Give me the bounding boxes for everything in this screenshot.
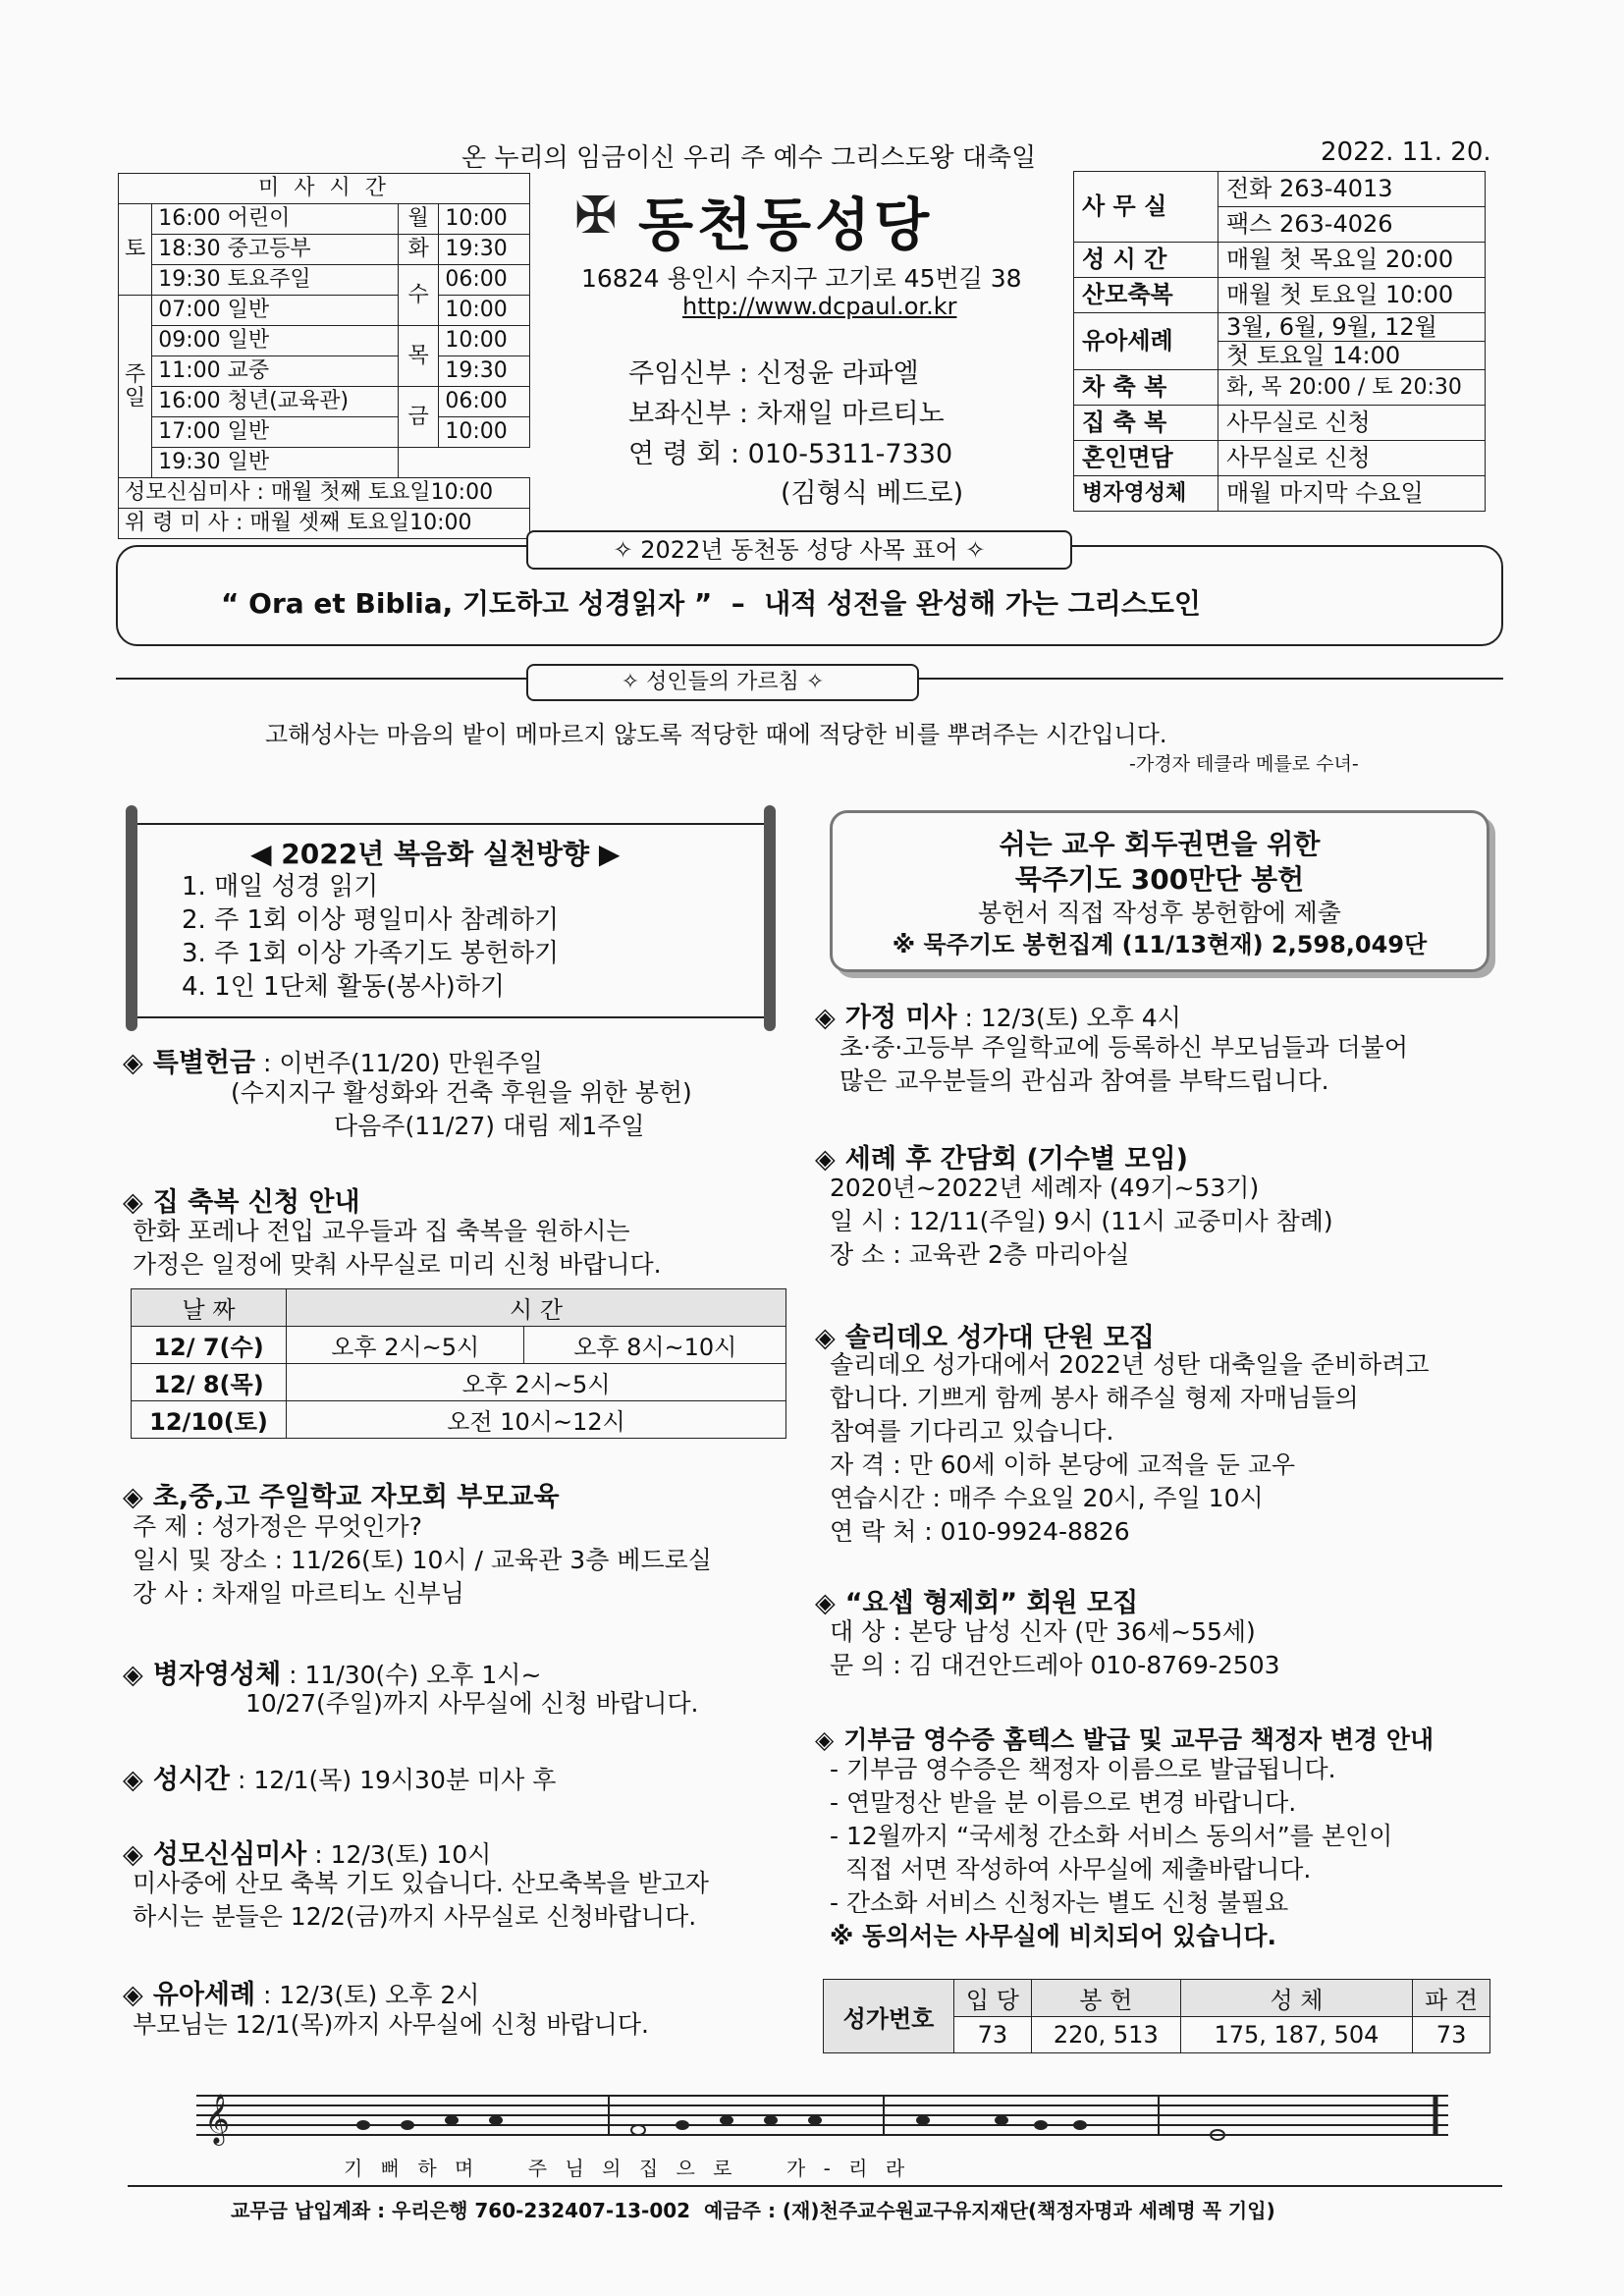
section-line: 10/27(주일)까지 사무실에 신청 바랍니다. [245,1689,699,1718]
office-label: 사 무 실 [1074,172,1218,243]
weekday-label: 화 [398,235,439,265]
section-line: 다음주(11/27) 대림 제1주일 [334,1112,645,1140]
section-line: ※ 동의서는 사무실에 비치되어 있습니다. [830,1922,1277,1950]
feast-title: 온 누리의 임금이신 우리 주 예수 그리스도왕 대축일 [461,143,1037,173]
hymn-number-table [823,1979,1490,2053]
mass-time: 06:00 [439,265,530,296]
mass-note: 성모신심미사 : 매월 첫째 토요일10:00 [119,478,530,509]
section-title: 성모신심미사 [152,1839,307,1870]
weekday-label: 수 [398,265,439,326]
hymn-header: 입 당 [954,1980,1032,2017]
section-title: 성시간 [152,1765,231,1795]
section-line: - 연말정산 받을 분 이름으로 변경 바랍니다. [830,1788,1297,1817]
office-value: 사무실로 신청 [1218,406,1486,441]
section-line: 연습시간 : 매주 수요일 20시, 주일 10시 [830,1484,1264,1512]
section-line: : 이번주(11/20) 만원주일 [255,1049,543,1077]
table-header: 날 짜 [132,1289,287,1327]
mass-time: 17:00 일반 [152,417,399,448]
scroll-rod-left [126,805,137,1031]
section-line: : 11/30(수) 오후 1시~ [281,1661,542,1689]
table-cell: 12/ 7(수) [132,1327,287,1364]
rosary-line: ※ 묵주기도 봉헌집계 (11/13현재) 2,598,049단 [892,931,1428,958]
scroll-rod-right [764,805,776,1031]
office-value: 3월, 6월, 9월, 12월 [1218,313,1486,342]
staff-line: 연 령 회 : 010-5311-7330 [628,439,953,469]
table-cell: 오후 2시~5시 [287,1364,786,1401]
section-title: 솔리데오 성가대 단원 모집 [844,1323,1155,1353]
mass-time: 18:30 중고등부 [152,235,399,265]
hymn-header: 봉 헌 [1031,1980,1180,2017]
table-cell: 오후 8시~10시 [524,1327,786,1364]
hymn-value: 73 [1413,2017,1490,2053]
rosary-line: 봉헌서 직접 작성후 봉헌함에 제출 [978,899,1341,927]
motto-text: “ Ora et Biblia, 기도하고 성경읽자 ” – 내적 성전을 완성해 가는 그리스도인 [221,587,1201,620]
office-value: 화, 목 20:00 / 토 20:30 [1218,370,1486,406]
section-line: 자 격 : 만 60세 이하 본당에 교적을 둔 교우 [830,1450,1296,1479]
section-line: - 간소화 서비스 신청자는 별도 신청 불필요 [830,1888,1289,1917]
office-label: 산모축복 [1074,278,1218,313]
mass-time: 19:30 [439,235,530,265]
hymn-header: 파 견 [1413,1980,1490,2017]
scroll-title: ◀ 2022년 복음화 실천방향 ▶ [250,838,621,870]
section-tax: ◈ 기부금 영수증 홈텍스 발급 및 교무금 책정자 변경 안내 [815,1725,1435,1754]
section-title: 가정 미사 [844,1003,957,1033]
section-choir: ◈ 솔리데오 성가대 단원 모집 [815,1323,1155,1353]
footer-account: 교무금 납입계좌 : 우리은행 760-232407-13-002 예금주 : (재)천주교수원교구유지재단(책정자명과 세례명 꼭 기입) [231,2199,1275,2222]
parish-url[interactable]: http://www.dcpaul.or.kr [682,293,957,320]
section-line: : 12/3(토) 10시 [306,1840,492,1869]
section-line: 참여를 기다리고 있습니다. [830,1417,1114,1446]
table-cell: 오후 2시~5시 [287,1327,524,1364]
office-label: 차 축 복 [1074,370,1218,406]
section-line: : 12/3(토) 오후 2시 [255,1981,480,2009]
scroll-item: 1. 매일 성경 읽기 [182,872,379,902]
section-line: 합니다. 기쁘게 함께 봉사 해주실 형제 자매님들의 [830,1384,1359,1412]
section-line: : 12/1(목) 19시30분 미사 후 [230,1766,557,1794]
office-label: 유아세례 [1074,313,1218,370]
section-line: 2020년~2022년 세례자 (49기~53기) [830,1174,1260,1202]
hymn-value: 175, 187, 504 [1180,2017,1412,2053]
section-line: (수지지구 활성화와 건축 후원을 위한 봉헌) [231,1078,692,1107]
office-label: 집 축 복 [1074,406,1218,441]
office-value: 전화 263-4013 [1218,172,1486,207]
sun-label: 주일 [119,296,152,478]
weekday-label: 목 [398,326,439,387]
section-line: 문 의 : 김 대건안드레아 010-8769-2503 [830,1651,1280,1679]
hymn-value: 220, 513 [1031,2017,1180,2053]
office-value: 매월 마지막 수요일 [1218,476,1486,512]
section-line: 장 소 : 교육관 2층 마리아실 [830,1240,1130,1269]
section-title: 병자영성체 [152,1660,282,1690]
staff-line: 주임신부 : 신정윤 라파엘 [628,358,919,389]
section-sick: ◈ 병자영성체 : 11/30(수) 오후 1시~ [123,1660,542,1690]
section-line: 연 락 처 : 010-9924-8826 [830,1517,1130,1546]
table-cell: 12/ 8(목) [132,1364,287,1401]
section-marian: ◈ 성모신심미사 : 12/3(토) 10시 [123,1839,492,1870]
mass-time: 10:00 [439,326,530,356]
section-line: 일시 및 장소 : 11/26(토) 10시 / 교육관 3층 베드로실 [133,1546,712,1574]
sat-label: 토 [119,204,152,296]
office-label: 성 시 간 [1074,243,1218,278]
scroll-item: 4. 1인 1단체 활동(봉사)하기 [182,972,506,1002]
mass-time: 19:30 일반 [152,448,399,478]
parish-logo-icon: ✠ [574,187,618,246]
section-joseph: ◈ “요셉 형제회” 회원 모집 [815,1588,1139,1618]
hymn-lyrics: 기 뻐 하 며 주 님 의 집 으 로 가 - 리 라 [344,2157,911,2180]
section-line: - 12월까지 “국세청 간소화 서비스 동의서”를 본인이 [830,1822,1393,1850]
mass-time: 16:00 어린이 [152,204,399,235]
mass-time: 09:00 일반 [152,326,399,356]
mass-time: 19:30 [439,356,530,387]
section-offering: ◈ 특별헌금 : 이번주(11/20) 만원주일 [123,1048,543,1078]
section-title: 특별헌금 [152,1048,256,1078]
section-line: 초·중·고등부 주일학교에 등록하신 부모님들과 더불어 [839,1033,1408,1062]
table-cell: 12/10(토) [132,1401,287,1439]
mass-time: 10:00 [439,296,530,326]
section-title: 기부금 영수증 홈텍스 발급 및 교무금 책정자 변경 안내 [843,1725,1435,1754]
house-schedule-table [131,1288,786,1439]
office-value: 매월 첫 목요일 20:00 [1218,243,1486,278]
rosary-line: 묵주기도 300만단 봉헌 [1014,863,1305,896]
section-title: “요셉 형제회” 회원 모집 [844,1588,1139,1618]
section-line: 강 사 : 차재일 마르티노 신부님 [133,1579,464,1608]
mass-time: 16:00 청년(교육관) [152,387,399,417]
svg-text:𝄞: 𝄞 [204,2094,231,2144]
section-line: 직접 서면 작성하여 사무실에 제출바랍니다. [830,1855,1312,1884]
table-header: 시 간 [287,1289,786,1327]
table-cell: 오전 10시~12시 [287,1401,786,1439]
section-line: 미사중에 산모 축복 기도 있습니다. 산모축복을 받고자 [133,1869,709,1897]
office-value: 첫 토요일 14:00 [1218,342,1486,370]
section-line: : 12/3(토) 오후 4시 [956,1004,1181,1032]
office-value: 매월 첫 토요일 10:00 [1218,278,1486,313]
section-line: 많은 교우분들의 관심과 참여를 부탁드립니다. [839,1066,1329,1095]
weekday-label: 월 [398,204,439,235]
section-line: 솔리데오 성가대에서 2022년 성탄 대축일을 준비하려고 [830,1350,1430,1379]
section-title: 유아세례 [152,1980,256,2010]
section-infant: ◈ 유아세례 : 12/3(토) 오후 2시 [123,1980,480,2010]
section-title: 초,중,고 주일학교 자모회 부모교육 [152,1482,560,1512]
mass-time: 11:00 교중 [152,356,399,387]
office-label: 혼인면담 [1074,441,1218,476]
mass-times-table [118,173,530,539]
saints-text: 고해성사는 마음의 밭이 메마르지 않도록 적당한 때에 적당한 비를 뿌려주는 시간입니다. [265,721,1167,748]
section-house: ◈ 집 축복 신청 안내 [123,1187,360,1218]
music-staff [196,2090,1448,2149]
section-baptism: ◈ 세례 후 간담회 (기수별 모임) [815,1144,1188,1175]
section-line: 한화 포레나 전입 교우들과 집 축복을 원하시는 [133,1217,630,1245]
section-line: 주 제 : 성가정은 무엇인가? [133,1512,422,1541]
section-line: 부모님는 12/1(목)까지 사무실에 신청 바랍니다. [133,2010,649,2039]
office-value: 사무실로 신청 [1218,441,1486,476]
section-parents: ◈ 초,중,고 주일학교 자모회 부모교육 [123,1482,560,1512]
section-line: 일 시 : 12/11(주일) 9시 (11시 교중미사 참례) [830,1207,1333,1235]
mass-time: 10:00 [439,417,530,448]
parish-address: 16824 용인시 수지구 고기로 45번길 38 [581,264,1022,293]
office-value: 팩스 263-4026 [1218,207,1486,243]
section-line: 가정은 일정에 맞춰 사무실로 미리 신청 바랍니다. [133,1250,662,1279]
section-holyhour: ◈ 성시간 : 12/1(목) 19시30분 미사 후 [123,1765,557,1795]
mass-time: 19:30 토요주일 [152,265,399,296]
hymn-value: 73 [954,2017,1032,2053]
section-line: 대 상 : 본당 남성 신자 (만 36세~55세) [830,1617,1256,1646]
section-title: 집 축복 신청 안내 [152,1187,360,1218]
mass-time: 10:00 [439,204,530,235]
hymn-header: 성 체 [1180,1980,1412,2017]
section-line: - 기부금 영수증은 책정자 이름으로 발급됩니다. [830,1755,1336,1783]
mass-time: 07:00 일반 [152,296,399,326]
bulletin-date: 2022. 11. 20. [1321,137,1491,167]
office-label: 병자영성체 [1074,476,1218,512]
staff-line: 보좌신부 : 차재일 마르티노 [628,399,945,429]
section-title: 세례 후 간담회 (기수별 모임) [844,1144,1188,1175]
weekday-label: 금 [398,387,439,448]
scroll-item: 3. 주 1회 이상 가족기도 봉헌하기 [182,939,560,968]
section-family: ◈ 가정 미사 : 12/3(토) 오후 4시 [815,1003,1181,1033]
staff-line: (김형식 베드로) [781,478,964,509]
scroll-item: 2. 주 1회 이상 평일미사 참례하기 [182,905,560,935]
mass-note: 위 령 미 사 : 매월 셋째 토요일10:00 [119,509,530,539]
hymn-label: 성가번호 [824,1980,954,2053]
parish-name: 동천동성당 [638,191,934,258]
office-table [1073,171,1486,512]
section-line: 하시는 분들은 12/2(금)까지 사무실로 신청바랍니다. [133,1902,697,1931]
saints-source: -가경자 테클라 메를로 수녀- [1129,753,1359,775]
footer-rule [128,2185,1502,2187]
motto-label: ✧ 2022년 동천동 성당 사목 표어 ✧ [526,530,1072,570]
mass-times-title: 미 사 시 간 [119,174,530,204]
rosary-line: 쉬는 교우 회두권면을 위한 [999,828,1321,860]
mass-time: 06:00 [439,387,530,417]
saints-label: ✧ 성인들의 가르침 ✧ [526,664,919,701]
